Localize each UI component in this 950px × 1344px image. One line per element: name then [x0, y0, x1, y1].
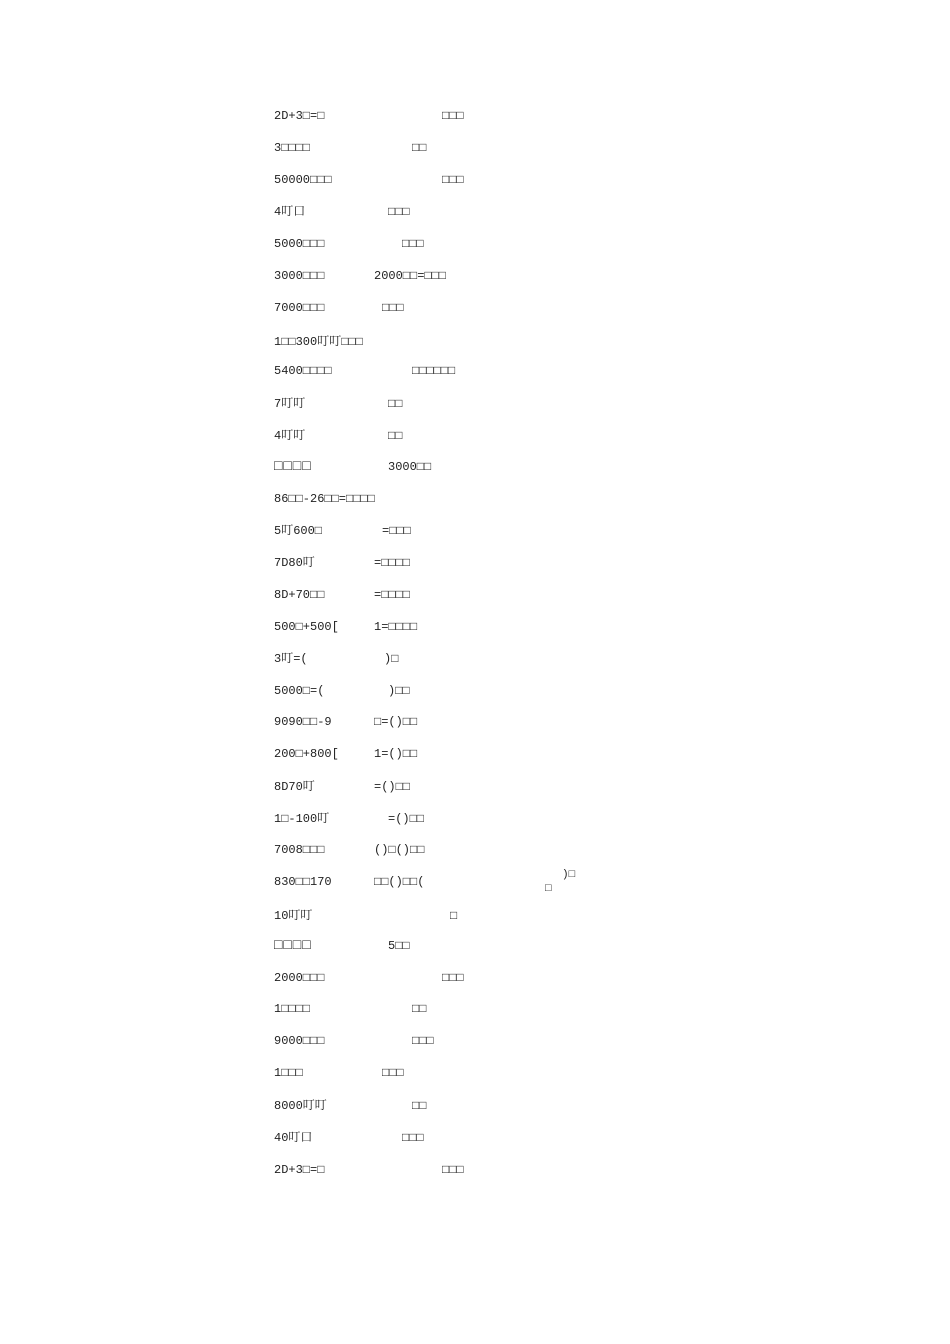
list-item — [274, 457, 734, 477]
row-right-text: □□ — [412, 1002, 427, 1016]
row-right-text: □□□ — [442, 971, 464, 985]
row-left-text: 830□□170 — [274, 875, 332, 889]
list-item — [274, 298, 734, 318]
list-item — [274, 1031, 734, 1051]
row-left-text: 4叮口 — [274, 205, 306, 219]
row-right-text: 1=()□□ — [374, 747, 418, 761]
row-left-text: 3□□□□ — [274, 141, 311, 155]
row-right-text: □□()□□( — [374, 875, 425, 889]
row-left-text: 2D+3□=□ — [274, 1163, 325, 1177]
list-item — [274, 649, 734, 669]
list-item — [274, 744, 734, 764]
row-left-text: 10叮叮 — [274, 909, 313, 923]
row-left-text: 9090□□-9 — [274, 715, 332, 729]
row-right-text: 5□□ — [388, 939, 410, 953]
row-left-text: 8D70叮 — [274, 780, 315, 794]
row-left-text: 7D80叮 — [274, 556, 315, 570]
list-item — [274, 999, 734, 1019]
row-right-text: □□□ — [382, 301, 404, 315]
list-item — [274, 906, 734, 926]
row-left-text: 4叮叮 — [274, 429, 306, 443]
row-left-text: 500□+500[ — [274, 620, 339, 634]
list-item — [274, 585, 734, 605]
small-box-glyph: □ — [545, 883, 552, 895]
row-left-text: 7008□□□ — [274, 843, 325, 857]
row-right-text: □□□ — [402, 237, 424, 251]
row-right-text: )□□ — [388, 684, 410, 698]
row-right-text: □□ — [412, 1099, 427, 1113]
list-item — [274, 138, 734, 158]
row-right-text: □□□ — [382, 1066, 404, 1080]
row-left-text: 7叮叮 — [274, 397, 306, 411]
list-item — [274, 332, 734, 352]
list-item — [274, 170, 734, 190]
row-right-text: )□ — [384, 652, 399, 666]
row-left-text: 9000□□□ — [274, 1034, 325, 1048]
row-right-text: □□□ — [442, 173, 464, 187]
row-right-text: 1=□□□□ — [374, 620, 418, 634]
list-item — [274, 1096, 734, 1116]
row-right-text: □=()□□ — [374, 715, 418, 729]
row-right-text: □□□ — [442, 1163, 464, 1177]
list-item — [274, 202, 734, 222]
list-item — [274, 521, 734, 541]
list-item — [274, 234, 734, 254]
row-right-text: □□□ — [402, 1131, 424, 1145]
list-item — [274, 840, 734, 860]
row-left-text: 2D+3□=□ — [274, 109, 325, 123]
row-right-text: □□□ — [412, 1034, 434, 1048]
row-left-text: 86□□-26□□=□□□□ — [274, 492, 375, 506]
row-left-text: 5400□□□□ — [274, 364, 332, 378]
list-item — [274, 681, 734, 701]
row-left-text: 40叮口 — [274, 1131, 313, 1145]
row-left-text: 2000□□□ — [274, 971, 325, 985]
list-item — [274, 809, 734, 829]
row-left-text: 1□□□ — [274, 1066, 303, 1080]
list-item — [274, 936, 734, 956]
list-item — [274, 1160, 734, 1180]
list-item — [274, 617, 734, 637]
row-left-text: 7000□□□ — [274, 301, 325, 315]
row-right-text: =□□□ — [382, 524, 411, 538]
row-right-text: =□□□□ — [374, 588, 411, 602]
list-item — [274, 361, 734, 381]
paren-close-text: )□ — [562, 869, 576, 881]
row-left-text: 5000□=( — [274, 684, 325, 698]
row-left-text: 50000□□□ — [274, 173, 332, 187]
list-item — [274, 553, 734, 573]
row-right-text: □□□□□□ — [412, 364, 456, 378]
list-item — [274, 1128, 734, 1148]
list-item — [274, 712, 734, 732]
row-right-text: □□□ — [442, 109, 464, 123]
row-left-text: 1□□300叮叮□□□ — [274, 335, 363, 349]
row-left-text: □□□□ — [274, 938, 312, 954]
list-item — [274, 394, 734, 414]
row-right-text: ()□()□□ — [374, 843, 425, 857]
row-left-text: 1□-100叮 — [274, 812, 330, 826]
row-right-text: =()□□ — [388, 812, 425, 826]
row-right-text: □□□ — [388, 205, 410, 219]
row-left-text: 5000□□□ — [274, 237, 325, 251]
list-item — [274, 426, 734, 446]
row-right-text: □ — [450, 909, 458, 923]
row-right-text: =()□□ — [374, 780, 411, 794]
row-right-text: □□ — [388, 397, 403, 411]
row-left-text: □□□□ — [274, 459, 312, 475]
row-right-text: 2000□□=□□□ — [374, 269, 447, 283]
row-right-text: □□ — [388, 429, 403, 443]
list-item — [274, 1063, 734, 1083]
list-item — [274, 266, 734, 286]
row-right-text: □□ — [412, 141, 427, 155]
row-right-text: =□□□□ — [374, 556, 411, 570]
row-left-text: 8D+70□□ — [274, 588, 325, 602]
row-left-text: 3叮=( — [274, 652, 308, 666]
list-item — [274, 968, 734, 988]
list-item — [274, 489, 734, 509]
list-item — [274, 106, 734, 126]
row-left-text: 3000□□□ — [274, 269, 325, 283]
row-left-text: 5叮600□ — [274, 524, 323, 538]
row-left-text: 8000叮叮 — [274, 1099, 327, 1113]
list-item — [274, 777, 734, 797]
row-left-text: 200□+800[ — [274, 747, 339, 761]
row-left-text: 1□□□□ — [274, 1002, 311, 1016]
row-right-text: 3000□□ — [388, 460, 432, 474]
list-item — [274, 872, 734, 892]
